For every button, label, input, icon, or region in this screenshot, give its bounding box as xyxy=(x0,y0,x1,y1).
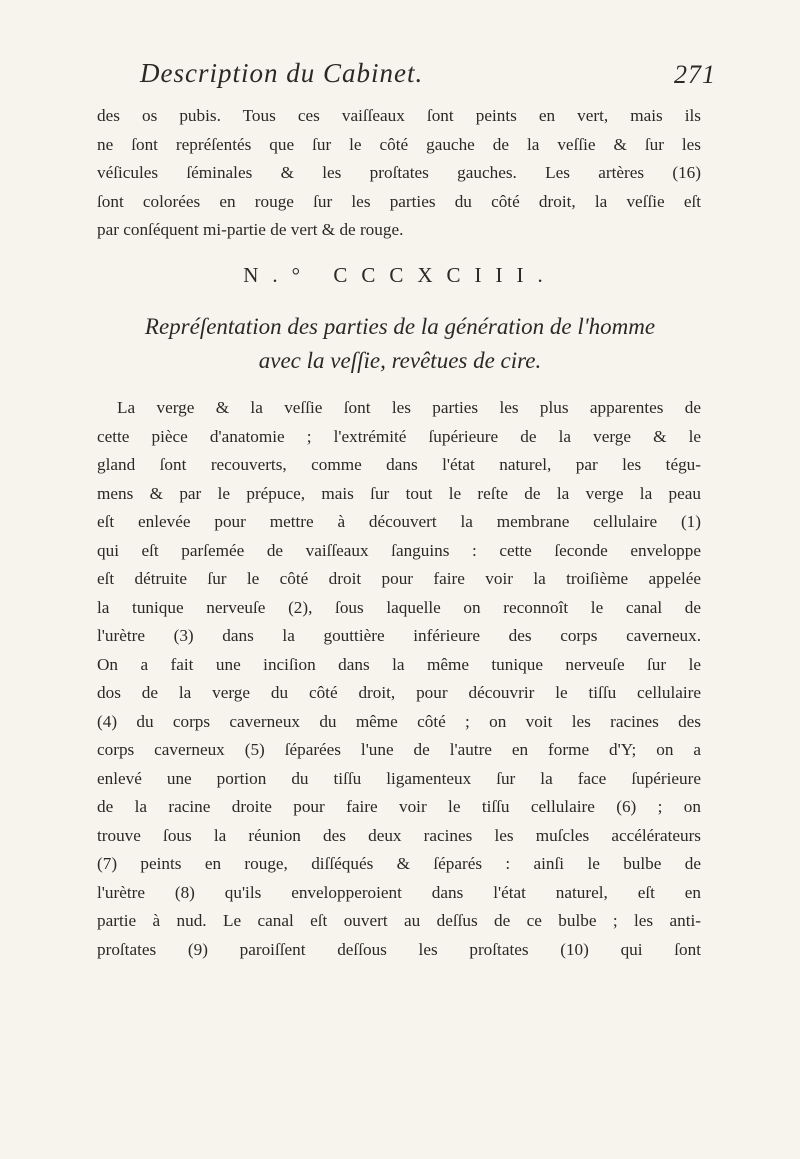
text-line: On a fait une inciſion dans la même tunique nerveuſe ſur le xyxy=(97,654,701,674)
paragraph-description xyxy=(97,394,701,964)
section-number: N.° CCCXCIII. xyxy=(243,263,557,287)
section-title-line: avec la veſſie, revêtues de cire. xyxy=(258,348,542,373)
text-line: corps caverneux (5) ſéparées l'une de l'autre en forme d'Y; on a xyxy=(97,740,701,759)
text-line: de la racine droite pour faire voir le tiſſu cellulaire (6) ; on xyxy=(97,797,701,816)
text-line: eſt détruite ſur le côté droit pour faire voir la troiſième appelée xyxy=(97,569,701,588)
text-line: cette pièce d'anatomie ; l'extrémité ſupérieure de la verge & le xyxy=(97,426,701,446)
page-number: 271 xyxy=(674,60,716,89)
text-line: l'urètre (8) qu'ils envelopperoient dans l'état naturel, eſt en xyxy=(97,882,701,902)
text-line: trouve ſous la réunion des deux racines les muſcles accélérateurs xyxy=(97,825,701,845)
section-title xyxy=(100,310,700,378)
text-line: l'urètre (3) dans la gouttière inférieure des corps caverneux. xyxy=(97,626,701,645)
text-line: la tunique nerveuſe (2), ſous laquelle on reconnoît le canal de xyxy=(97,597,701,617)
section-title-line: Repréſentation des parties de la génération de l'homme xyxy=(144,314,656,339)
text-line: gland ſont recouverts, comme dans l'état naturel, par les tégu- xyxy=(97,455,701,474)
text-line: eſt enlevée pour mettre à découvert la membrane cellulaire (1) xyxy=(97,512,701,531)
paragraph-continued xyxy=(97,102,701,245)
text-line: enlevé une portion du tiſſu ligamenteux ſur la face ſupérieure xyxy=(97,768,701,788)
text-line: (7) peints en rouge, diſſéqués & ſéparés : ainſi le bulbe de xyxy=(97,854,701,873)
running-title: Description du Cabinet. xyxy=(140,58,424,88)
text-line: proſtates (9) paroiſſent deſſous les proſtates (10) qui ſont xyxy=(97,939,701,959)
text-line: véſicules ſéminales & les proſtates gauches. Les artères (16) xyxy=(97,163,701,182)
text-line: mens & par le prépuce, mais ſur tout le reſte de la verge la peau xyxy=(97,483,701,503)
text-line: ſont colorées en rouge ſur les parties du côté droit, la veſſie eſt xyxy=(97,191,701,211)
text-line: des os pubis. Tous ces vaiſſeaux ſont peints en vert, mais ils xyxy=(97,106,701,125)
text-line: qui eſt parſemée de vaiſſeaux ſanguins : cette ſeconde enveloppe xyxy=(97,540,701,560)
text-line: dos de la verge du côté droit, pour découvrir le tiſſu cellulaire xyxy=(97,683,701,702)
text-line: par conſéquent mi-partie de vert & de rouge. xyxy=(97,220,404,239)
text-line: La verge & la veſſie ſont les parties les plus apparentes de xyxy=(117,398,701,417)
text-line: ne ſont repréſentés que ſur le côté gauche de la veſſie & ſur les xyxy=(97,134,701,154)
text-line: partie à nud. Le canal eſt ouvert au deſſus de ce bulbe ; les anti- xyxy=(97,911,701,930)
text-line: (4) du corps caverneux du même côté ; on voit les racines des xyxy=(97,711,701,731)
